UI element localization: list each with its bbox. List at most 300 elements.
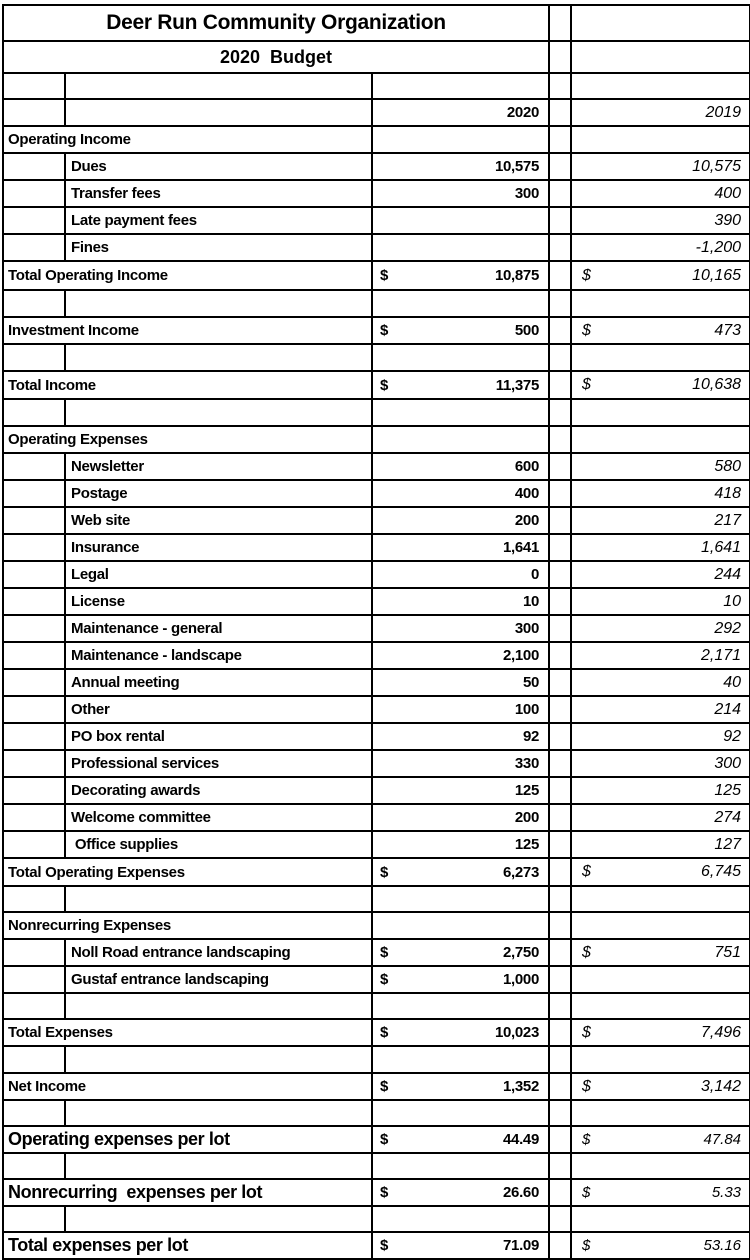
indent-cell xyxy=(3,1206,65,1232)
sheet-row xyxy=(3,1206,750,1232)
empty-2020-cell xyxy=(372,426,549,453)
value-2019-amount: 5.33 xyxy=(711,1184,742,1201)
value-2019-wrap xyxy=(572,376,749,394)
sheet-row xyxy=(3,534,750,561)
sheet-row xyxy=(3,1232,750,1259)
sheet-row xyxy=(3,858,750,886)
row-label: Professional services xyxy=(65,750,372,777)
currency-symbol: $ xyxy=(582,266,591,284)
indent-cell xyxy=(3,723,65,750)
indent-cell xyxy=(3,831,65,858)
gap-cell xyxy=(549,73,571,99)
gap-cell xyxy=(549,234,571,261)
currency-symbol: $ xyxy=(380,944,389,961)
value-2019: 418 xyxy=(571,480,750,507)
value-2020-amount: 1,000 xyxy=(502,971,540,988)
indent-cell xyxy=(3,1046,65,1073)
empty-2020-cell xyxy=(372,344,549,371)
value-2020-amount: 44.49 xyxy=(502,1131,540,1148)
indent-cell xyxy=(3,207,65,234)
indent-cell xyxy=(3,290,65,317)
indent-cell xyxy=(3,180,65,207)
value-2020 xyxy=(372,207,549,234)
section-label: Operating Expenses xyxy=(3,426,372,453)
indent-cell xyxy=(3,153,65,180)
value-2020: 10,575 xyxy=(372,153,549,180)
indent-cell xyxy=(3,939,65,966)
empty-2020-cell xyxy=(372,1153,549,1179)
sheet-row xyxy=(3,1153,750,1179)
value-2019-amount: 473 xyxy=(714,321,742,339)
gap-cell xyxy=(549,99,571,126)
value-2020: 600 xyxy=(372,453,549,480)
value-2020: 300 xyxy=(372,180,549,207)
section-label: Operating Income xyxy=(3,126,372,153)
sheet-row xyxy=(3,1019,750,1046)
value-2020-wrap xyxy=(373,1184,548,1201)
value-2019-wrap xyxy=(572,322,749,340)
currency-symbol: $ xyxy=(582,1184,591,1201)
row-label: Insurance xyxy=(65,534,372,561)
sheet-row xyxy=(3,73,750,99)
empty-2020-cell xyxy=(372,126,549,153)
gap-cell xyxy=(549,1232,571,1259)
value-2019-amount: 53.16 xyxy=(703,1237,742,1254)
value-2020 xyxy=(372,1179,549,1206)
currency-symbol: $ xyxy=(380,971,389,988)
value-2019 xyxy=(571,317,750,344)
value-2019: 580 xyxy=(571,453,750,480)
indent-cell xyxy=(3,669,65,696)
gap-cell xyxy=(549,642,571,669)
row-label: Postage xyxy=(65,480,372,507)
value-2020: 100 xyxy=(372,696,549,723)
value-2020-wrap xyxy=(373,971,548,988)
currency-symbol: $ xyxy=(380,267,389,284)
gap-cell xyxy=(549,750,571,777)
sheet-row xyxy=(3,1073,750,1100)
value-2020-wrap xyxy=(373,864,548,881)
sheet-subtitle: 2020 Budget xyxy=(3,41,549,73)
empty-label-cell xyxy=(65,99,372,126)
sheet-row xyxy=(3,1100,750,1126)
empty-2019-cell xyxy=(571,290,750,317)
indent-cell xyxy=(3,561,65,588)
value-2020 xyxy=(372,234,549,261)
value-2020-amount: 1,352 xyxy=(502,1078,540,1095)
gap-cell xyxy=(549,317,571,344)
total-label: Total Expenses xyxy=(3,1019,372,1046)
value-2020: 125 xyxy=(372,777,549,804)
sheet-row xyxy=(3,669,750,696)
value-2019-wrap xyxy=(572,1131,749,1148)
gap-cell xyxy=(549,561,571,588)
empty-2020-cell xyxy=(372,993,549,1019)
value-2020-amount: 71.09 xyxy=(502,1237,540,1254)
value-2019-wrap xyxy=(572,944,749,962)
total-label: Total Operating Income xyxy=(3,261,372,290)
value-2019 xyxy=(571,858,750,886)
indent-cell xyxy=(3,234,65,261)
value-2020 xyxy=(372,939,549,966)
empty-2020-cell xyxy=(372,1046,549,1073)
total-label: Investment Income xyxy=(3,317,372,344)
row-label: PO box rental xyxy=(65,723,372,750)
empty-2019-cell xyxy=(571,41,750,73)
total-label: Total Operating Expenses xyxy=(3,858,372,886)
value-2020 xyxy=(372,966,549,993)
indent-cell xyxy=(3,750,65,777)
value-2019: 292 xyxy=(571,615,750,642)
sheet-row xyxy=(3,207,750,234)
indent-cell xyxy=(3,804,65,831)
value-2019 xyxy=(571,1073,750,1100)
empty-2019-cell xyxy=(571,1100,750,1126)
value-2019 xyxy=(571,1019,750,1046)
row-label: Fines xyxy=(65,234,372,261)
currency-symbol: $ xyxy=(582,1077,591,1095)
value-2020 xyxy=(372,371,549,399)
empty-label-cell xyxy=(65,993,372,1019)
indent-cell xyxy=(3,1153,65,1179)
sheet-row xyxy=(3,371,750,399)
sheet-title: Deer Run Community Organization xyxy=(3,5,549,41)
currency-symbol: $ xyxy=(582,1023,591,1041)
gap-cell xyxy=(549,1179,571,1206)
gap-cell xyxy=(549,1126,571,1153)
empty-2020-cell xyxy=(372,290,549,317)
value-2019: 1,641 xyxy=(571,534,750,561)
empty-label-cell xyxy=(65,399,372,426)
value-2019: 400 xyxy=(571,180,750,207)
gap-cell xyxy=(549,939,571,966)
value-2020-amount: 6,273 xyxy=(502,863,540,881)
value-2019 xyxy=(571,939,750,966)
indent-cell xyxy=(3,99,65,126)
sheet-row xyxy=(3,831,750,858)
value-2019: 217 xyxy=(571,507,750,534)
value-2020-wrap xyxy=(373,1078,548,1095)
row-label: Maintenance - landscape xyxy=(65,642,372,669)
value-2020: 50 xyxy=(372,669,549,696)
row-label: Legal xyxy=(65,561,372,588)
indent-cell xyxy=(3,588,65,615)
empty-2019-cell xyxy=(571,5,750,41)
gap-cell xyxy=(549,1206,571,1232)
year-2020-header: 2020 xyxy=(372,99,549,126)
sheet-row xyxy=(3,886,750,912)
empty-label-cell xyxy=(65,344,372,371)
value-2019 xyxy=(571,1179,750,1206)
sheet-row xyxy=(3,588,750,615)
sheet-row xyxy=(3,317,750,344)
empty-2019-cell xyxy=(571,399,750,426)
gap-cell xyxy=(549,777,571,804)
gap-cell xyxy=(549,966,571,993)
value-2020 xyxy=(372,1019,549,1046)
currency-symbol: $ xyxy=(380,863,389,881)
value-2020: 10 xyxy=(372,588,549,615)
gap-cell xyxy=(549,912,571,939)
value-2019 xyxy=(571,371,750,399)
currency-symbol: $ xyxy=(582,943,591,961)
gap-cell xyxy=(549,588,571,615)
value-2020-amount: 2,750 xyxy=(502,944,540,961)
empty-2019-cell xyxy=(571,426,750,453)
row-label: Other xyxy=(65,696,372,723)
value-2020 xyxy=(372,317,549,344)
gap-cell xyxy=(549,831,571,858)
currency-symbol: $ xyxy=(582,1131,591,1148)
sheet-row xyxy=(3,723,750,750)
perlot-label: Total expenses per lot xyxy=(3,1232,372,1259)
sheet-row xyxy=(3,561,750,588)
perlot-label: Operating expenses per lot xyxy=(3,1126,372,1153)
budget-table xyxy=(2,4,750,1260)
value-2019: 127 xyxy=(571,831,750,858)
value-2019-amount: 7,496 xyxy=(700,1023,742,1041)
gap-cell xyxy=(549,1019,571,1046)
indent-cell xyxy=(3,73,65,99)
empty-2020-cell xyxy=(372,73,549,99)
sheet-row xyxy=(3,804,750,831)
sheet-row xyxy=(3,750,750,777)
indent-cell xyxy=(3,777,65,804)
gap-cell xyxy=(549,1100,571,1126)
row-label: Transfer fees xyxy=(65,180,372,207)
value-2019: -1,200 xyxy=(571,234,750,261)
empty-label-cell xyxy=(65,1206,372,1232)
sheet-row xyxy=(3,696,750,723)
gap-cell xyxy=(549,41,571,73)
value-2020-amount: 500 xyxy=(514,322,540,339)
row-label: Decorating awards xyxy=(65,777,372,804)
sheet-row xyxy=(3,426,750,453)
indent-cell xyxy=(3,534,65,561)
empty-2019-cell xyxy=(571,912,750,939)
currency-symbol: $ xyxy=(380,1024,389,1041)
value-2020 xyxy=(372,1073,549,1100)
gap-cell xyxy=(549,426,571,453)
value-2019-wrap xyxy=(572,1078,749,1096)
gap-cell xyxy=(549,453,571,480)
value-2019-amount: 751 xyxy=(714,943,742,961)
gap-cell xyxy=(549,615,571,642)
total-label: Total Income xyxy=(3,371,372,399)
value-2020-amount: 11,375 xyxy=(495,376,540,394)
value-2019: 125 xyxy=(571,777,750,804)
value-2019 xyxy=(571,1126,750,1153)
indent-cell xyxy=(3,642,65,669)
row-label: Gustaf entrance landscaping xyxy=(65,966,372,993)
row-label: Noll Road entrance landscaping xyxy=(65,939,372,966)
value-2019: 300 xyxy=(571,750,750,777)
value-2019: 274 xyxy=(571,804,750,831)
gap-cell xyxy=(549,669,571,696)
empty-2019-cell xyxy=(571,886,750,912)
value-2019-wrap xyxy=(572,1237,749,1254)
gap-cell xyxy=(549,399,571,426)
value-2020: 330 xyxy=(372,750,549,777)
empty-2019-cell xyxy=(571,126,750,153)
gap-cell xyxy=(549,290,571,317)
section-label: Nonrecurring Expenses xyxy=(3,912,372,939)
gap-cell xyxy=(549,507,571,534)
sheet-row xyxy=(3,642,750,669)
sheet-row xyxy=(3,41,750,73)
indent-cell xyxy=(3,966,65,993)
sheet-row xyxy=(3,480,750,507)
indent-cell xyxy=(3,480,65,507)
currency-symbol: $ xyxy=(582,376,591,393)
sheet-row xyxy=(3,261,750,290)
value-2019-amount: 3,142 xyxy=(700,1077,742,1095)
empty-2019-cell xyxy=(571,1206,750,1232)
row-label: Maintenance - general xyxy=(65,615,372,642)
sheet-row xyxy=(3,912,750,939)
value-2020: 300 xyxy=(372,615,549,642)
value-2020: 1,641 xyxy=(372,534,549,561)
sheet-row xyxy=(3,1046,750,1073)
row-label: Newsletter xyxy=(65,453,372,480)
sheet-row xyxy=(3,777,750,804)
gap-cell xyxy=(549,993,571,1019)
gap-cell xyxy=(549,534,571,561)
value-2020: 200 xyxy=(372,804,549,831)
row-label: Dues xyxy=(65,153,372,180)
sheet-row xyxy=(3,507,750,534)
sheet-row xyxy=(3,939,750,966)
value-2020 xyxy=(372,858,549,886)
row-label: Welcome committee xyxy=(65,804,372,831)
gap-cell xyxy=(549,858,571,886)
gap-cell xyxy=(549,480,571,507)
value-2020 xyxy=(372,1232,549,1259)
gap-cell xyxy=(549,804,571,831)
gap-cell xyxy=(549,180,571,207)
gap-cell xyxy=(549,696,571,723)
sheet-row xyxy=(3,453,750,480)
currency-symbol: $ xyxy=(380,322,389,339)
empty-2020-cell xyxy=(372,886,549,912)
empty-2019-cell xyxy=(571,993,750,1019)
value-2020-wrap xyxy=(373,377,548,394)
value-2020 xyxy=(372,261,549,290)
budget-sheet xyxy=(2,4,750,1260)
value-2020: 2,100 xyxy=(372,642,549,669)
sheet-row xyxy=(3,399,750,426)
gap-cell xyxy=(549,886,571,912)
value-2019: 10 xyxy=(571,588,750,615)
value-2020: 92 xyxy=(372,723,549,750)
sheet-row xyxy=(3,5,750,41)
empty-2020-cell xyxy=(372,1206,549,1232)
empty-2020-cell xyxy=(372,1100,549,1126)
sheet-row xyxy=(3,993,750,1019)
value-2019: 92 xyxy=(571,723,750,750)
value-2020-amount: 10,023 xyxy=(494,1024,540,1041)
value-2020: 0 xyxy=(372,561,549,588)
value-2019: 40 xyxy=(571,669,750,696)
row-label: Late payment fees xyxy=(65,207,372,234)
empty-2019-cell xyxy=(571,344,750,371)
sheet-row xyxy=(3,615,750,642)
sheet-row xyxy=(3,153,750,180)
value-2019-wrap xyxy=(572,267,749,285)
empty-label-cell xyxy=(65,1100,372,1126)
sheet-row xyxy=(3,290,750,317)
value-2020-wrap xyxy=(373,322,548,339)
currency-symbol: $ xyxy=(380,1184,389,1201)
indent-cell xyxy=(3,886,65,912)
empty-label-cell xyxy=(65,1046,372,1073)
value-2020: 400 xyxy=(372,480,549,507)
indent-cell xyxy=(3,399,65,426)
currency-symbol: $ xyxy=(582,321,591,339)
perlot-label: Nonrecurring expenses per lot xyxy=(3,1179,372,1206)
empty-label-cell xyxy=(65,73,372,99)
sheet-row xyxy=(3,99,750,126)
value-2019: 244 xyxy=(571,561,750,588)
indent-cell xyxy=(3,453,65,480)
value-2019-amount: 6,745 xyxy=(700,863,742,880)
empty-2019-cell xyxy=(571,1046,750,1073)
indent-cell xyxy=(3,1100,65,1126)
sheet-row xyxy=(3,234,750,261)
gap-cell xyxy=(549,1153,571,1179)
value-2019: 2,171 xyxy=(571,642,750,669)
currency-symbol: $ xyxy=(380,376,389,394)
row-label: Web site xyxy=(65,507,372,534)
value-2019 xyxy=(571,1232,750,1259)
value-2019-amount: 10,165 xyxy=(692,266,742,284)
value-2020-amount: 10,875 xyxy=(494,267,540,284)
indent-cell xyxy=(3,344,65,371)
empty-2020-cell xyxy=(372,399,549,426)
gap-cell xyxy=(549,371,571,399)
value-2019-wrap xyxy=(572,1184,749,1201)
indent-cell xyxy=(3,615,65,642)
sheet-row xyxy=(3,966,750,993)
empty-2020-cell xyxy=(372,912,549,939)
value-2020-wrap xyxy=(373,267,548,284)
sheet-row xyxy=(3,126,750,153)
gap-cell xyxy=(549,1073,571,1100)
gap-cell xyxy=(549,153,571,180)
gap-cell xyxy=(549,344,571,371)
total-label: Net Income xyxy=(3,1073,372,1100)
currency-symbol: $ xyxy=(380,1078,389,1095)
row-label: Annual meeting xyxy=(65,669,372,696)
empty-2019-cell xyxy=(571,73,750,99)
indent-cell xyxy=(3,993,65,1019)
gap-cell xyxy=(549,723,571,750)
currency-symbol: $ xyxy=(380,1131,389,1148)
empty-label-cell xyxy=(65,886,372,912)
value-2020-wrap xyxy=(373,1024,548,1041)
value-2019: 10,575 xyxy=(571,153,750,180)
value-2019-wrap xyxy=(572,1024,749,1042)
empty-2019-cell xyxy=(571,966,750,993)
value-2020-wrap xyxy=(373,944,548,961)
sheet-row xyxy=(3,180,750,207)
sheet-row xyxy=(3,1126,750,1153)
row-label: Office supplies xyxy=(65,831,372,858)
currency-symbol: $ xyxy=(582,863,591,880)
value-2019-wrap xyxy=(572,863,749,881)
gap-cell xyxy=(549,207,571,234)
gap-cell xyxy=(549,126,571,153)
